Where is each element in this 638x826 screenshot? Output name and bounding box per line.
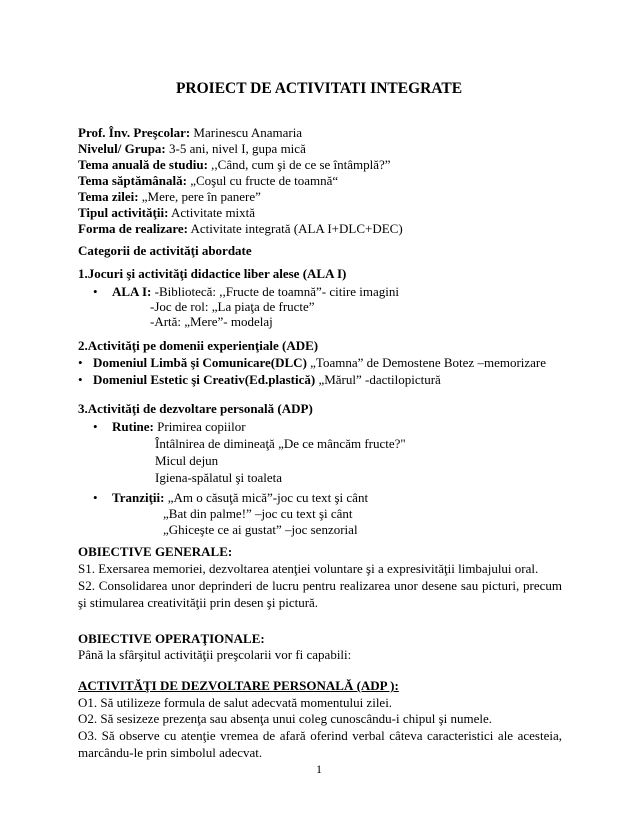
header-label: Tema săptămânală: xyxy=(78,173,187,188)
header-label: Nivelul/ Grupa: xyxy=(78,141,166,156)
page-number: 1 xyxy=(316,762,322,776)
ala-line-2: -Joc de rol: „La piaţa de fructe” xyxy=(150,299,315,314)
header-activity-type xyxy=(78,205,255,221)
tranzitii-text: „Am o căsuţă mică”-joc cu text şi cânt xyxy=(164,490,369,505)
header-value: „Mere, pere în panere” xyxy=(138,189,261,204)
section-3-heading: 3.Activităţi de dezvoltare personală (ADP) xyxy=(78,401,313,416)
ade-text: „Mărul” -dactilopictură xyxy=(315,372,441,387)
header-label: Tema anuală de studiu: xyxy=(78,157,208,172)
operational-intro: Până la sfârşitul activităţii preşcolarii vor fi capabili: xyxy=(78,647,352,662)
ade-label: Domeniul Limbă şi Comunicare(DLC) xyxy=(93,355,307,370)
header-teacher xyxy=(78,125,302,141)
objective-o3: O3. Să observe cu atenţie vremea de afară oferind verbal câteva caracteristici ale acesteia, marcându-le prin simbolul adecvat. xyxy=(78,728,562,760)
rutine-line-3: Micul dejun xyxy=(155,453,219,468)
general-objectives-heading: OBIECTIVE GENERALE: xyxy=(78,544,233,559)
rutine-line-1 xyxy=(112,419,246,435)
objective-s1: S1. Exersarea memoriei, dezvoltarea atenţiei voluntare şi a expresivităţii limbajului oral. xyxy=(78,561,539,576)
rutine-line-4: Igiena-spălatul şi toaleta xyxy=(155,470,283,485)
header-value: 3-5 ani, nivel I, gupa mică xyxy=(165,141,306,156)
tranzitii-line-1 xyxy=(112,490,368,506)
objective-o2: O2. Să sesizeze prezenţa sau absenţa unui coleg cunoscându-i chipul şi numele. xyxy=(78,711,493,726)
tranzitii-line-2: „Bat din palme!” –joc cu text şi cânt xyxy=(163,506,353,521)
rutine-text: Primirea copiilor xyxy=(153,419,246,434)
bullet-icon: • xyxy=(78,355,83,370)
header-value: „Coşul cu fructe de toamnă“ xyxy=(186,173,339,188)
page-title: PROIECT DE ACTIVITATI INTEGRATE xyxy=(175,80,463,97)
section-1-heading: 1.Jocuri şi activităţi didactice liber alese (ALA I) xyxy=(78,266,347,281)
bullet-icon: • xyxy=(78,372,83,387)
header-label: Forma de realizare: xyxy=(78,221,188,236)
operational-objectives-heading: OBIECTIVE OPERAŢIONALE: xyxy=(78,631,265,646)
ade-item-dec xyxy=(93,372,441,388)
bullet-icon: • xyxy=(93,490,98,505)
adp-heading: ACTIVITĂŢI DE DEZVOLTARE PERSONALĂ (ADP ): xyxy=(78,678,399,693)
header-label: Tema zilei: xyxy=(78,189,139,204)
categories-heading: Categorii de activităţi abordate xyxy=(78,243,252,258)
rutine-line-2: Întâlnirea de dimineaţă „De ce mâncăm fructe?" xyxy=(155,436,406,451)
section-2-heading: 2.Activităţi pe domenii experienţiale (ADE) xyxy=(78,338,319,353)
ade-text: „Toamna” de Demostene Botez –memorizare xyxy=(306,355,547,370)
header-annual-theme xyxy=(78,157,391,173)
ade-label: Domeniul Estetic şi Creativ(Ed.plastică) xyxy=(93,372,316,387)
ala-label: ALA I: xyxy=(112,284,152,299)
header-form xyxy=(78,221,403,237)
rutine-label: Rutine: xyxy=(112,419,154,434)
ala-text: -Bibliotecă: ,,Fructe de toamnă”- citire imagini xyxy=(151,284,400,299)
objective-o1: O1. Să utilizeze formula de salut adecvată momentului zilei. xyxy=(78,695,393,710)
ala-line-1 xyxy=(112,284,399,300)
header-label: Tipul activităţii: xyxy=(78,205,169,220)
bullet-icon: • xyxy=(93,419,98,434)
header-value: ,,Când, cum şi de ce se întâmplă?” xyxy=(207,157,391,172)
tranzitii-line-3: „Ghiceşte ce ai gustat” –joc senzorial xyxy=(163,522,358,537)
header-value: Marinescu Anamaria xyxy=(190,125,303,140)
header-label: Prof. Înv. Preşcolar: xyxy=(78,125,191,140)
bullet-icon: • xyxy=(93,284,98,299)
header-value: Activitate mixtă xyxy=(168,205,256,220)
ala-line-3: -Artă: „Mere”- modelaj xyxy=(150,314,273,329)
objective-s2: S2. Consolidarea unor deprinderi de lucru pentru realizarea unor desene sau picturi, precum şi stimularea creativităţii prin desen şi pictură. xyxy=(78,578,562,610)
header-level xyxy=(78,141,306,157)
ade-item-dlc xyxy=(93,355,546,371)
header-weekly-theme xyxy=(78,173,338,189)
header-value: Activitate integrată (ALA I+DLC+DEC) xyxy=(187,221,403,236)
tranzitii-label: Tranziţii: xyxy=(112,490,165,505)
header-daily-theme xyxy=(78,189,261,205)
